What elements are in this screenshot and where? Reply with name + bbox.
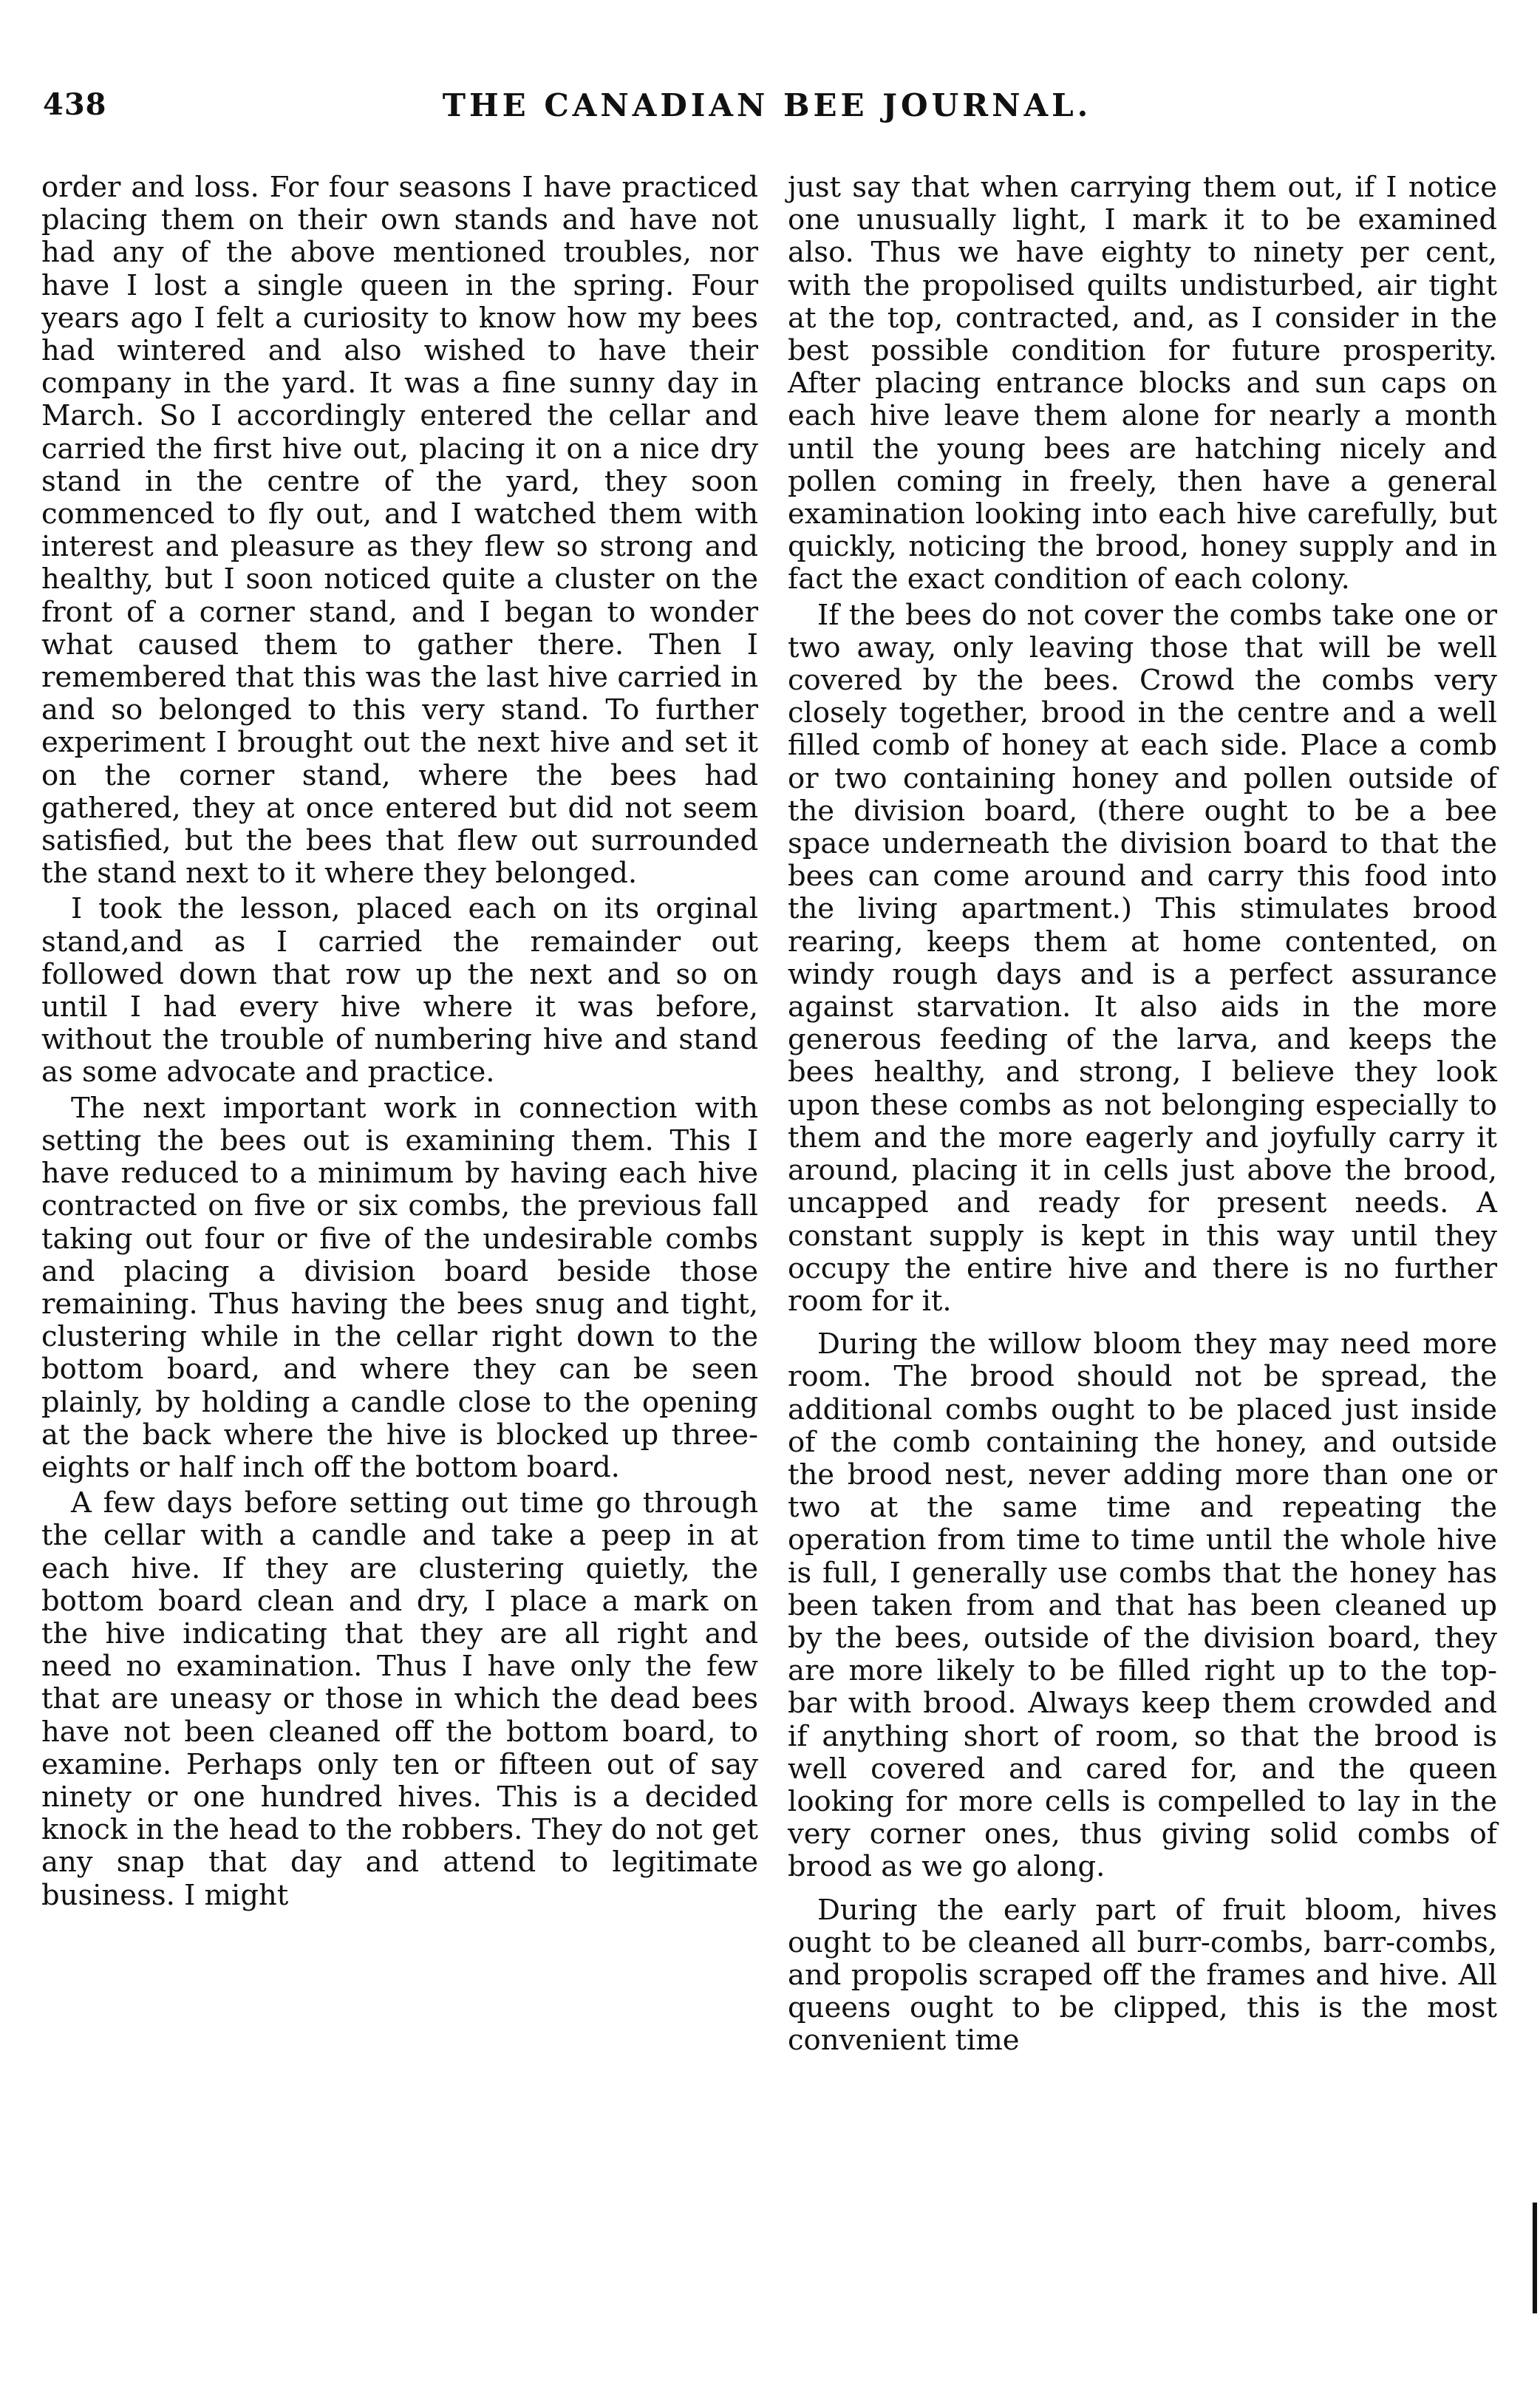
right-paragraph-1: just say that when carrying them out, if I notice one unusually light, I mark it to be examined also. Thus we have eighty to ninety per cent, with the propolised quilts undisturbed, air tight at the top, contracted, and, as I consider in the best possible condition for future prosperity. After placing entrance blocks and sun caps on each hive leave them alone for nearly a month until the young bees are hatching nicely and pollen coming in freely, then have a general examination looking into each hive carefully, but quickly, noticing the brood, honey supply and in fact the exact condition of each colony. — [788, 171, 1497, 596]
page-edge-mark — [1533, 2203, 1537, 2313]
left-paragraph-3: The next important work in connection with setting the bees out is examining them. This I have reduced to a minimum by having each hive contracted on five or six combs, the previous fall taking out four or five of the undesirable combs and placing a division board beside those remaining. Thus having the bees snug and tight, clustering while in the cellar right down to the bottom board, and where they can be seen plainly, by holding a candle close to the opening at the back where the hive is blocked up three-eights or half inch off the bottom board. — [41, 1091, 758, 1484]
right-paragraph-4: During the early part of fruit bloom, hives ought to be cleaned all burr-combs, barr-combs, and propolis scraped off the frames and hive. All queens ought to be clipped, this is the most convenient time — [788, 1893, 1497, 2058]
right-column — [788, 171, 1497, 2058]
left-paragraph-4: A few days before setting out time go through the cellar with a candle and take a peep in at each hive. If they are clustering quietly, the bottom board clean and dry, I place a mark on the hive indicating that they are all right and need no examination. Thus I have only the few that are uneasy or those in which the dead bees have not been cleaned off the bottom board, to examine. Perhaps only ten or fifteen out of say ninety or one hundred hives. This is a decided knock in the head to the robbers. They do not get any snap that day and attend to legitimate business. I might — [41, 1486, 758, 1912]
journal-title: THE CANADIAN BEE JOURNAL. — [442, 87, 1092, 123]
page-number: 438 — [43, 87, 107, 122]
right-paragraph-3: During the willow bloom they may need more room. The brood should not be spread, the additional combs ought to be placed just inside of the comb containing the honey, and outside the brood nest, never adding more than one or two at the same time and repeating the operation from time to time until the whole hive is full, I generally use combs that the honey has been taken from and that has been cleaned up by the bees, outside of the division board, they are more likely to be filled right up to the top-bar with brood. Always keep them crowded and if anything short of room, so that the brood is well covered and cared for, and the queen looking for more cells is compelled to lay in the very corner ones, thus giving solid combs of brood as we go along. — [788, 1327, 1497, 1884]
left-paragraph-2: I took the lesson, placed each on its orginal stand,and as I carried the remainder out followed down that row up the next and so on until I had every hive where it was before, without the trouble of numbering hive and stand as some advocate and practice. — [41, 892, 758, 1089]
page-header — [43, 87, 1491, 132]
left-column — [41, 171, 758, 1912]
right-paragraph-2: If the bees do not cover the combs take one or two away, only leaving those that will be well covered by the bees. Crowd the combs very closely together, brood in the centre and a well filled comb of honey at each side. Place a comb or two containing honey and pollen outside of the division board, (there ought to be a bee space underneath the division board to that the bees can come around and carry this food into the living apartment.) This stimulates brood rearing, keeps them at home contented, on windy rough days and is a perfect assurance against starvation. It also aids in the more generous feeding of the larva, and keeps the bees healthy, and strong, I believe they look upon these combs as not belonging especially to them and the more eagerly and joyfully carry it around, placing it in cells just above the brood, uncapped and ready for present needs. A constant supply is kept in this way until they occupy the entire hive and there is no further room for it. — [788, 598, 1497, 1318]
left-paragraph-1: order and loss. For four seasons I have practiced placing them on their own stands and have not had any of the above mentioned troubles, nor have I lost a single queen in the spring. Four years ago I felt a curiosity to know how my bees had wintered and also wished to have their company in the yard. It was a fine sunny day in March. So I accordingly entered the cellar and carried the first hive out, placing it on a nice dry stand in the centre of the yard, they soon commenced to fly out, and I watched them with interest and pleasure as they flew so strong and healthy, but I soon noticed quite a cluster on the front of a corner stand, and I began to wonder what caused them to gather there. Then I remembered that this was the last hive carried in and so belonged to this very stand. To further experiment I brought out the next hive and set it on the corner stand, where the bees had gathered, they at once entered but did not seem satisfied, but the bees that flew out surrounded the stand next to it where they belonged. — [41, 171, 758, 891]
